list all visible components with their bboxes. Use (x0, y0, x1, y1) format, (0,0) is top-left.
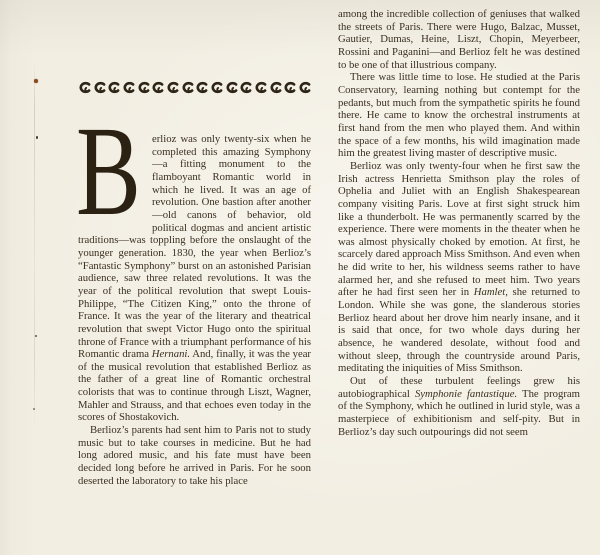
right-column (338, 8, 580, 438)
c-scroll-ornament-icon (225, 81, 238, 94)
c-scroll-ornament-icon (298, 81, 311, 94)
c-scroll-ornament-icon (137, 81, 150, 94)
ornament-row (78, 79, 311, 95)
c-scroll-ornament-icon (122, 81, 135, 94)
left-column (76, 100, 311, 487)
drop-cap-letter: B (76, 100, 141, 242)
paragraph-text: erlioz was only twenty-six when he completed this amazing Symphony—a fitting monument to the flamboyant Romantic world in which he lived. It was an age of revolution. One bastion after another—old canons of behavior, old political dogmas and ancient artistic traditions—was toppling before the onslaught of the younger generation. 1830, the year when Berlioz’s “Fantastic Symphony” burst on an astonished Parisian audience, saw three related revolutions. It was the year of the political revolution that swept Louis-Philippe, “The Citizen King,” onto the throne of France. It was the year of the literary and theatrical revolution that swept Victor Hugo onto the spiritual throne of France with a triumphant performance of his Romantic drama Hernani. And, finally, it was the year of the musical revolution that established Berlioz as the father of a great line of Romantic orchestral colorists that was to continue through Liszt, Wagner, Mahler and Strauss, and that echoes even today in the scores of Shostakovich. (78, 133, 311, 424)
article-paragraph: Out of these turbulent feelings grew his autobiographical Symphonie fantastique. The program of the Symphony, which he outlined in lurid style, was a masterpiece of exhibitionism and self-pity. But in Berlioz’s day such outpourings did not seem (338, 375, 580, 438)
c-scroll-ornament-icon (195, 81, 208, 94)
c-scroll-ornament-icon (78, 81, 91, 94)
c-scroll-ornament-icon (151, 81, 164, 94)
c-scroll-ornament-icon (181, 81, 194, 94)
page-speck (36, 136, 38, 139)
article-paragraph: There was little time to lose. He studied at the Paris Conservatory, learning nothing but contempt for the pedants, but much from the sympathetic spirits he found there. He came to know the orchestral instruments at first hand from the men who played them. And within the space of a few months, his wild imagination made him the greatest living master of descriptive music. (338, 71, 580, 160)
c-scroll-ornament-icon (210, 81, 223, 94)
article-paragraph: Berlioz’s parents had sent him to Paris not to study music but to take courses in medicine. But he had long adored music, and his fate must have been decided long before he arrived in Paris. For he soon deserted the laboratory to take his place (78, 424, 311, 487)
c-scroll-ornament-icon (93, 81, 106, 94)
article-paragraph: among the incredible collection of geniuses that walked the streets of Paris. There were Hugo, Balzac, Musset, Gautier, Dumas, Heine, Liszt, Chopin, Meyerbeer, Rossini and Paganini—and Berlioz felt he was destined to be one of that illustrious company. (338, 8, 580, 71)
c-scroll-ornament-icon (254, 81, 267, 94)
page-speck (34, 79, 38, 83)
c-scroll-ornament-icon (107, 81, 120, 94)
drop-cap (76, 100, 152, 242)
page-speck (33, 408, 35, 410)
article-paragraph (76, 100, 311, 424)
c-scroll-ornament-icon (269, 81, 282, 94)
article-paragraph: Berlioz was only twenty-four when he first saw the Irish actress Henrietta Smithson play the roles of Ophelia and Juliet with an English Shakespearean company visiting Paris. Love at first sight struck him like a thunderbolt. He was permanently scarred by the experience. There were moments in the theater when he was almost physically choked by emotion. At first, he scarcely dared approach Miss Smithson. And even when he did write to her, his wildness seems rather to have alarmed her, and she refused to meet him. Two years after he had first seen her in Hamlet, she returned to London. While she was gone, the slanderous stories Berlioz heard about her drove him nearly insane, and it is said that once, for two whole days during her absence, he wandered desolate, without food and without sleep, through the countryside around Paris, meditating the iniquities of Miss Smithson. (338, 159, 580, 375)
page-speck (35, 335, 37, 337)
gutter-crease (34, 62, 35, 432)
c-scroll-ornament-icon (239, 81, 252, 94)
c-scroll-ornament-icon (283, 81, 296, 94)
c-scroll-ornament-icon (166, 81, 179, 94)
